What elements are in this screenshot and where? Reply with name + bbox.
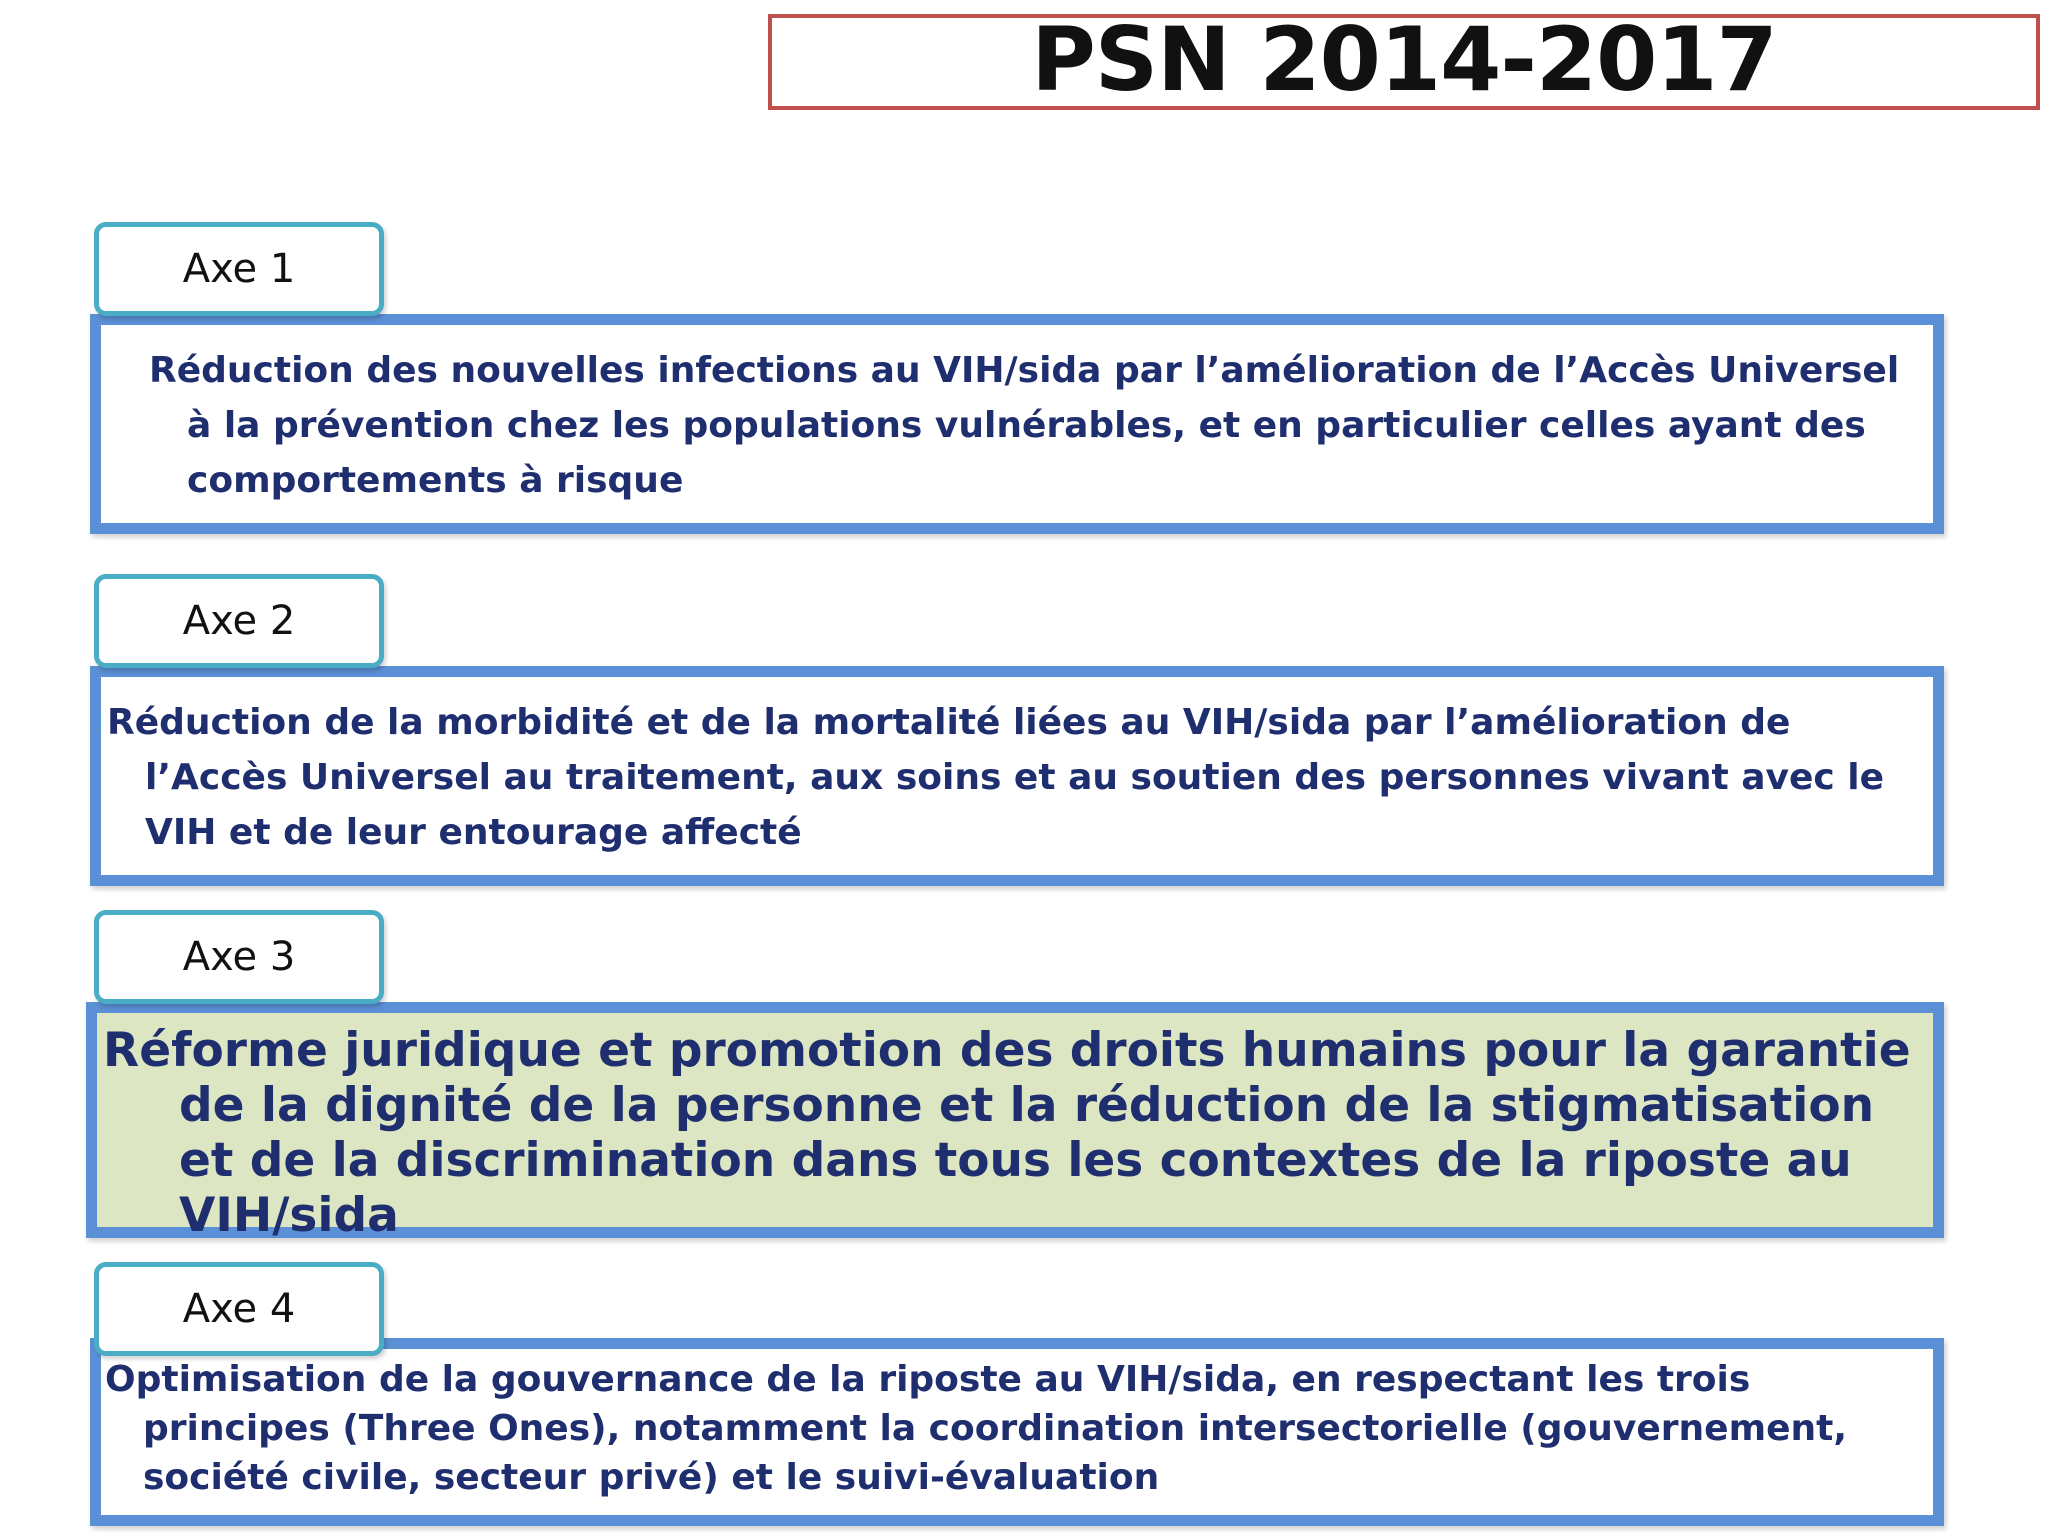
axe-2-tab	[94, 574, 384, 668]
title-box	[768, 8, 2040, 111]
slide-title: PSN 2014-2017	[1031, 8, 1777, 111]
axe-3-tab	[94, 910, 384, 1004]
axe-3-text: Réforme juridique et promotion des droits humains pour la garantie de la dignité de la personne et la réduction de la stigmatisation et de la discrimination dans tous les contextes de la riposte au VIH/sida	[103, 1023, 1911, 1243]
axe-4-box	[90, 1338, 1944, 1526]
axe-1-text: Réduction des nouvelles infections au VIH/sida par l’amélioration de l’Accès Universel à la prévention chez les populations vulnérables, et en particulier celles ayant des comportements à risque	[149, 350, 1900, 501]
axe-1-tab	[94, 222, 384, 316]
axe-4-tab	[94, 1262, 384, 1356]
axe-4-label: Axe 4	[182, 1286, 296, 1332]
axe-1-box	[90, 314, 1944, 534]
axe-2-box	[90, 666, 1944, 886]
axe-3-box	[86, 1002, 1944, 1243]
axe-4-text: Optimisation de la gouvernance de la riposte au VIH/sida, en respectant les trois principes (Three Ones), notamment la coordination intersectorielle (gouvernement, société civile, secteur privé) et le suivi-évaluation	[105, 1359, 1848, 1498]
axe-3-label: Axe 3	[182, 934, 296, 980]
axe-1-label: Axe 1	[182, 246, 296, 292]
axe-2-label: Axe 2	[182, 598, 296, 644]
axe-2-text: Réduction de la morbidité et de la mortalité liées au VIH/sida par l’amélioration de l’Accès Universel au traitement, aux soins et au soutien des personnes vivant avec le VIH et de leur entourage affecté	[107, 702, 1885, 853]
